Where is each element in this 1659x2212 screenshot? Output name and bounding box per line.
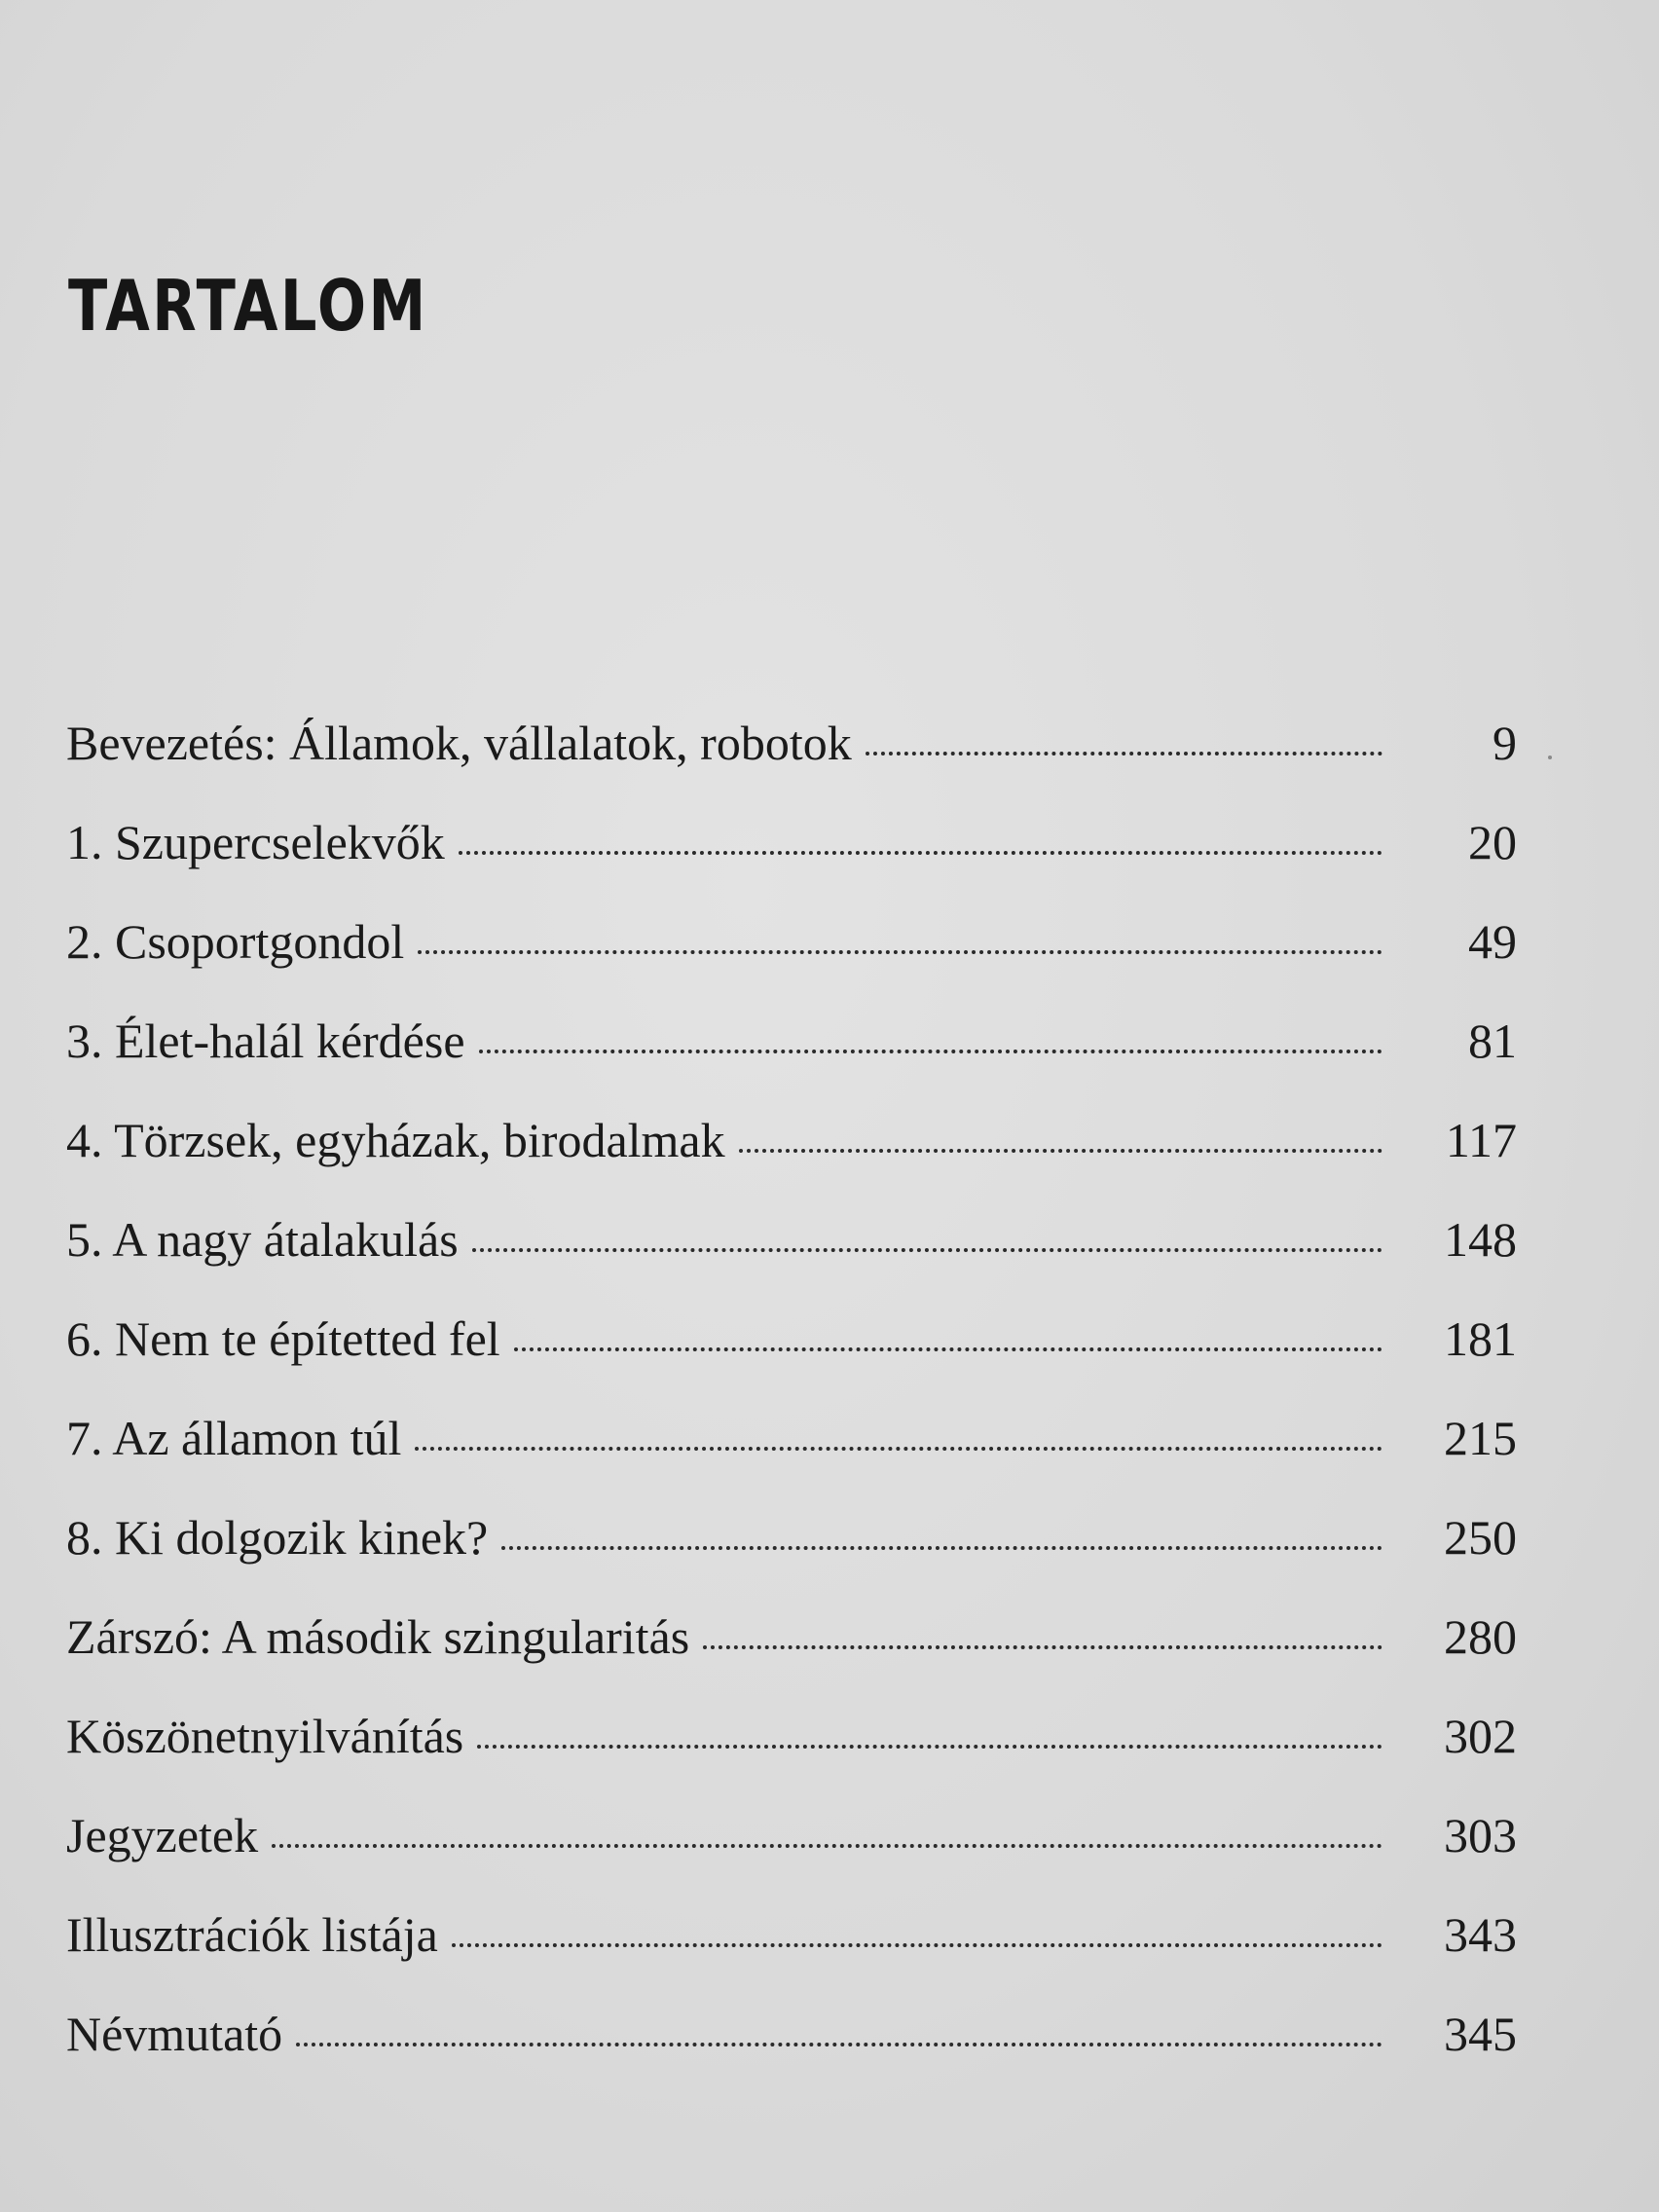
toc-entry-page: 148 (1444, 1212, 1517, 1267)
toc-entry-page: 81 (1468, 1014, 1517, 1068)
toc-entry (66, 1016, 1517, 1116)
dot-leader (415, 1447, 1382, 1451)
toc-entry-page: 20 (1468, 815, 1517, 869)
toc-entry-title: 1. Szupercselekvők (66, 815, 445, 869)
toc-entry (66, 1311, 1517, 1414)
toc-entry-title: Jegyzetek (66, 1808, 259, 1862)
toc-entry (66, 815, 1517, 917)
toc-entry-page: 302 (1444, 1709, 1517, 1763)
toc-entry-page: 181 (1444, 1311, 1517, 1366)
dot-leader (703, 1645, 1382, 1649)
toc-entry (66, 2009, 1517, 2109)
toc-entry-page: 280 (1444, 1609, 1517, 1664)
dot-leader (501, 1546, 1382, 1550)
toc-entry (66, 1907, 1517, 2009)
toc-entry-title: 3. Élet-halál kérdése (66, 1014, 465, 1068)
toc-entry-page: 303 (1444, 1808, 1517, 1862)
dot-leader (472, 1248, 1382, 1252)
page-title: TARTALOM (68, 265, 428, 347)
dot-leader (477, 1745, 1382, 1749)
toc-entry (66, 1808, 1517, 1910)
toc-entry-page: 49 (1468, 914, 1517, 969)
toc-entry-title: 2. Csoportgondol (66, 914, 405, 969)
toc-entry-title: Névmutató (66, 2007, 283, 2061)
toc-entry-page: 250 (1444, 1510, 1517, 1565)
toc-entry (66, 1709, 1517, 1811)
toc-entry (66, 1609, 1517, 1712)
toc-entry-page: 345 (1444, 2007, 1517, 2061)
toc-entry (66, 914, 1517, 1016)
dot-leader (272, 1844, 1382, 1848)
paper-speck (1548, 756, 1552, 759)
dot-leader (418, 950, 1382, 954)
toc-entry-page: 9 (1493, 716, 1517, 770)
dot-leader (866, 752, 1382, 756)
dot-leader (479, 1050, 1382, 1053)
dot-leader (459, 851, 1382, 855)
toc-entry-title: Zárszó: A második szingularitás (66, 1609, 690, 1664)
table-of-contents (66, 716, 1517, 2109)
toc-entry-title: 4. Törzsek, egyházak, birodalmak (66, 1113, 725, 1167)
toc-entry-page: 215 (1444, 1411, 1517, 1465)
dot-leader (296, 2043, 1382, 2046)
toc-entry-title: Bevezetés: Államok, vállalatok, robotok (66, 716, 852, 770)
toc-entry-page: 117 (1445, 1113, 1517, 1167)
dot-leader (739, 1149, 1382, 1153)
dot-leader (452, 1943, 1382, 1947)
toc-entry (66, 1510, 1517, 1612)
toc-entry-page: 343 (1444, 1907, 1517, 1962)
toc-entry-title: Köszönetnyilvánítás (66, 1709, 464, 1763)
dot-leader (514, 1347, 1382, 1351)
toc-entry-title: 7. Az államon túl (66, 1411, 402, 1465)
toc-entry (66, 1212, 1517, 1314)
toc-entry (66, 1113, 1517, 1215)
toc-entry-title: 5. A nagy átalakulás (66, 1212, 459, 1267)
toc-entry-title: Illusztrációk listája (66, 1907, 438, 1962)
toc-entry (66, 716, 1517, 818)
toc-entry-title: 8. Ki dolgozik kinek? (66, 1510, 489, 1565)
toc-entry-title: 6. Nem te építetted fel (66, 1311, 500, 1366)
toc-entry (66, 1411, 1517, 1513)
